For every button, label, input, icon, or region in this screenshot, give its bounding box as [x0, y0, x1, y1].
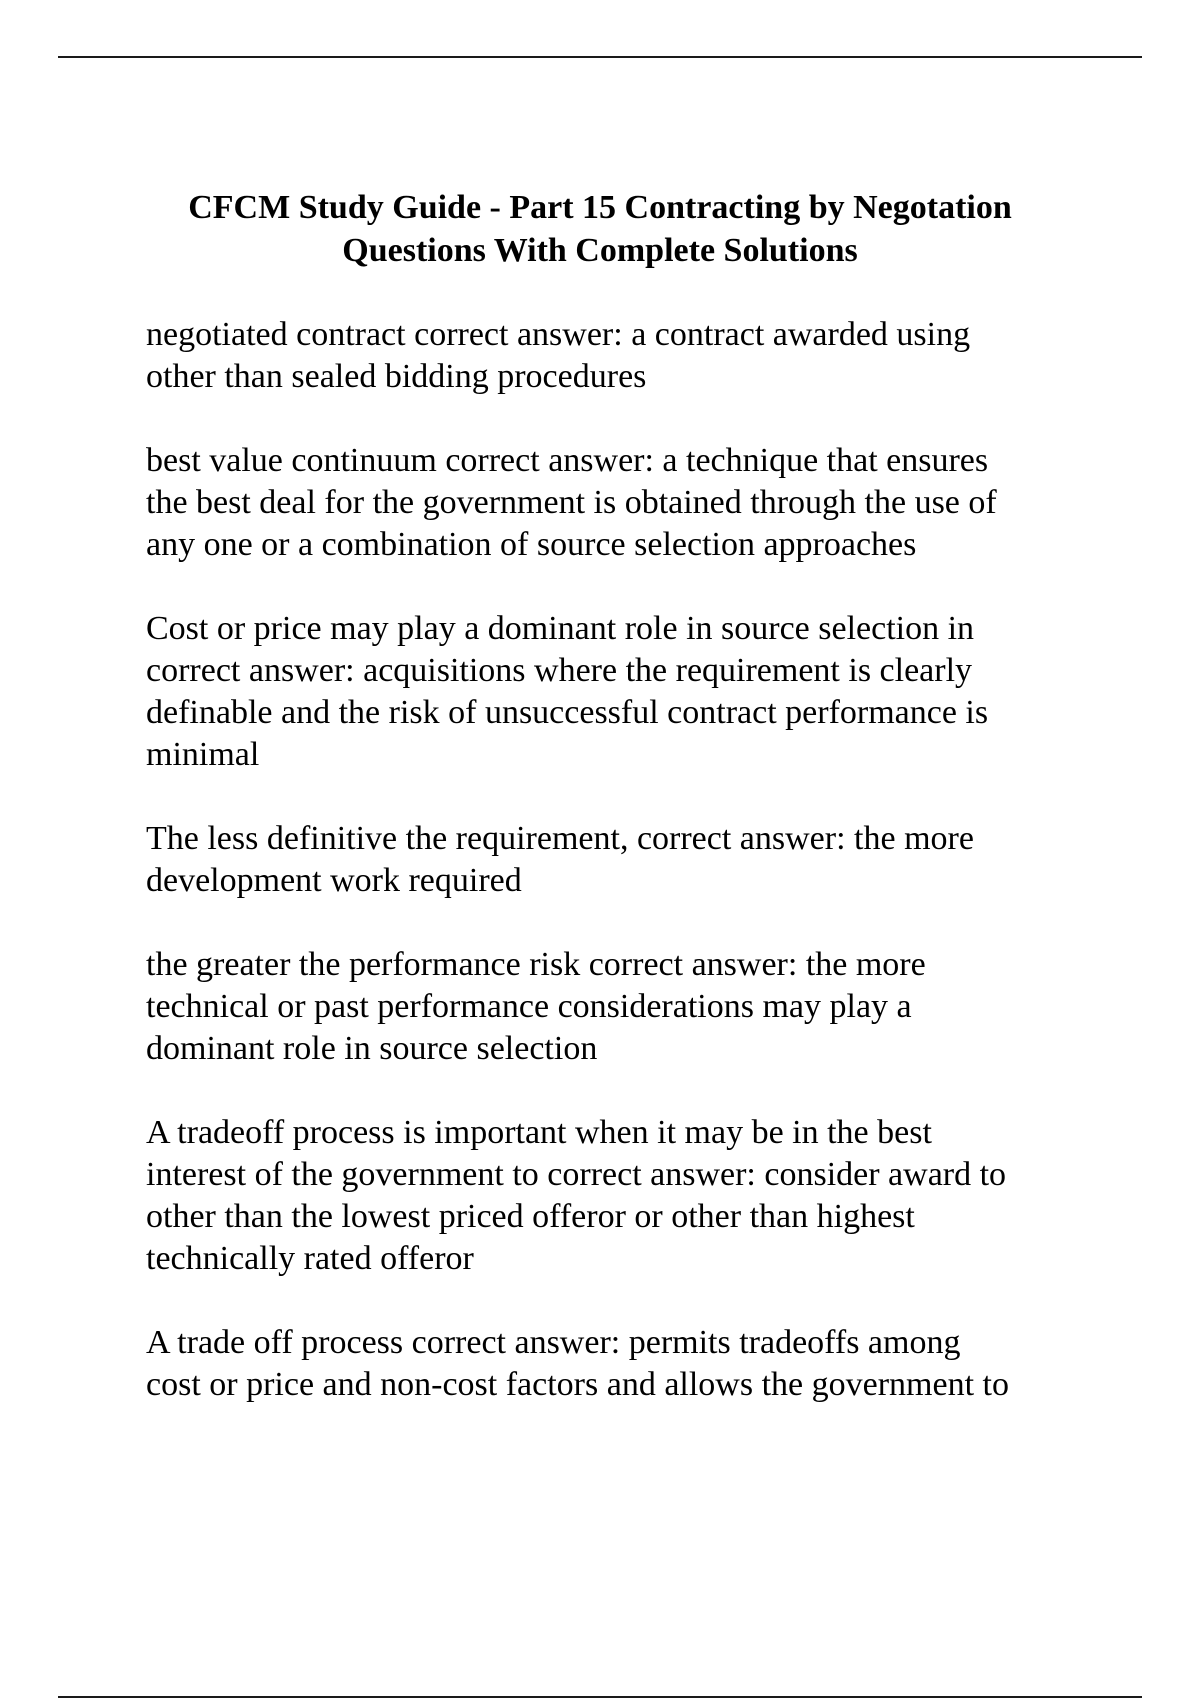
entry-line: minimal — [146, 736, 260, 773]
qa-entry-performance-risk — [146, 944, 1106, 1070]
title-line: CFCM Study Guide - Part 15 Contracting by Negotation — [188, 189, 1012, 226]
qa-entry-best-value-continuum — [146, 440, 1106, 566]
qa-entry-less-definitive — [146, 818, 1106, 902]
entry-line: dominant role in source selection — [146, 1030, 598, 1067]
entry-line: best value continuum correct answer: a technique that ensures — [146, 442, 989, 479]
entry-line: technically rated offeror — [146, 1240, 474, 1277]
entry-line: Cost or price may play a dominant role in source selection in — [146, 610, 975, 647]
entry-line: cost or price and non-cost factors and allows the government to — [146, 1366, 1009, 1403]
document-title — [100, 186, 1100, 272]
entry-line: any one or a combination of source selection approaches — [146, 526, 917, 563]
entry-line: correct answer: acquisitions where the requirement is clearly — [146, 652, 973, 689]
entry-line: A tradeoff process is important when it may be in the best — [146, 1114, 932, 1151]
entry-line: other than the lowest priced offeror or other than highest — [146, 1198, 915, 1235]
entry-line: the greater the performance risk correct answer: the more — [146, 946, 926, 983]
qa-entry-tradeoff-important — [146, 1112, 1106, 1280]
entry-line: other than sealed bidding procedures — [146, 358, 647, 395]
entry-line: technical or past performance considerations may play a — [146, 988, 912, 1025]
qa-entry-trade-off-process — [146, 1322, 1106, 1406]
entry-line: development work required — [146, 862, 522, 899]
entry-line: The less definitive the requirement, correct answer: the more — [146, 820, 974, 857]
bottom-divider — [58, 1696, 1142, 1698]
qa-entry-cost-or-price — [146, 608, 1106, 776]
entry-line: interest of the government to correct answer: consider award to — [146, 1156, 1007, 1193]
qa-entry-negotiated-contract — [146, 314, 1106, 398]
entry-line: negotiated contract correct answer: a contract awarded using — [146, 316, 971, 353]
top-divider — [58, 56, 1142, 58]
entry-line: the best deal for the government is obtained through the use of — [146, 484, 997, 521]
entry-line: A trade off process correct answer: permits tradeoffs among — [146, 1324, 961, 1361]
document-body — [146, 314, 1106, 1448]
title-line: Questions With Complete Solutions — [342, 232, 858, 269]
entry-line: definable and the risk of unsuccessful contract performance is — [146, 694, 989, 731]
